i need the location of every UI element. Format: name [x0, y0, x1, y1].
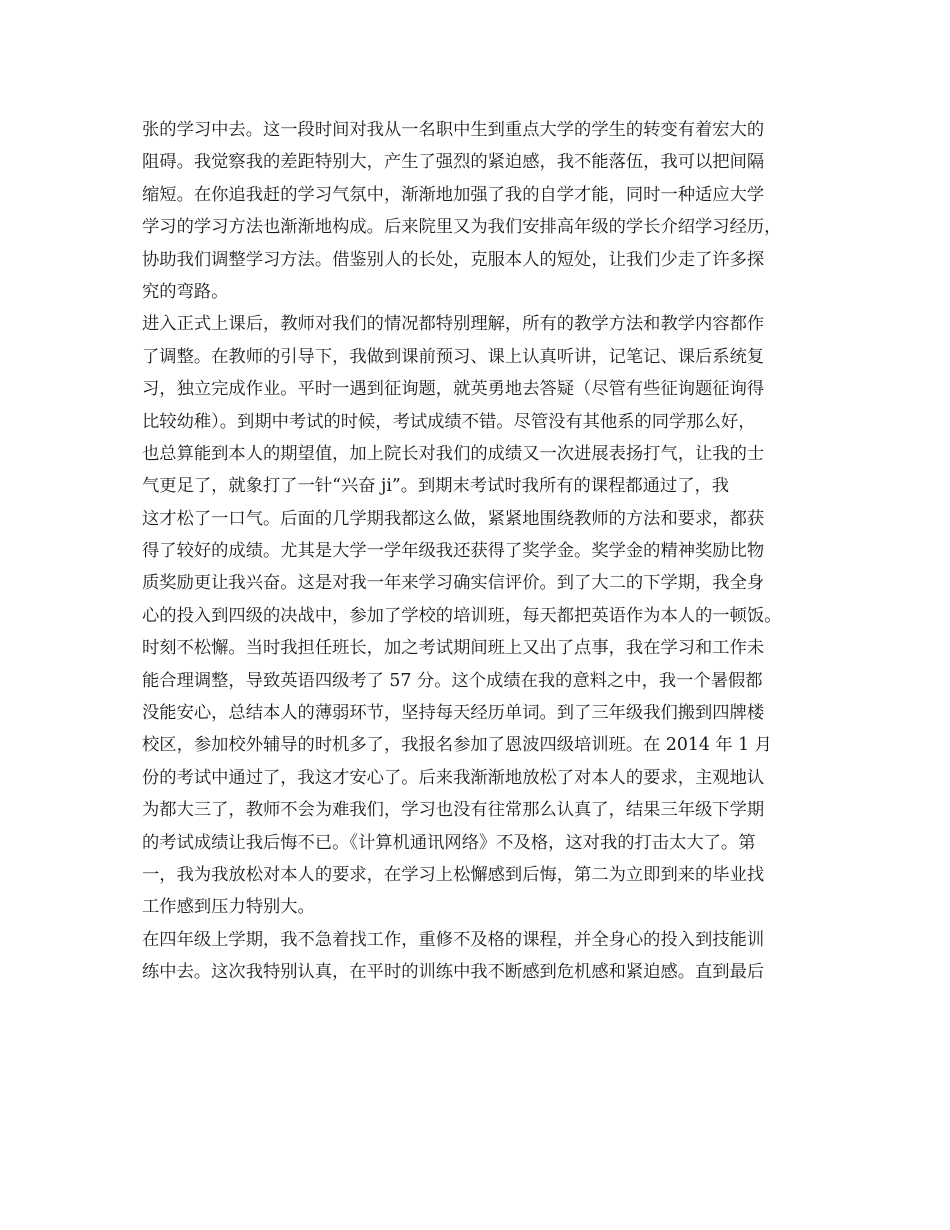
- text-line: 能合理调整，导致英语四级考了 57 分。这个成绩在我的意料之中，我一个暑假都: [142, 670, 763, 691]
- document-body: [142, 114, 822, 989]
- text-line: 张的学习中去。这一段时间对我从一名职中生到重点大学的学生的转变有着宏大的: [142, 120, 765, 140]
- text-line: 比较幼稚）。到期中考试的时候，考试成绩不错。尽管没有其他系的同学那么好，: [142, 411, 756, 432]
- text-line: 为都大三了，教师不会为难我们，学习也没有往常那么认真了，结果三年级下学期: [142, 800, 765, 821]
- text-line: 练中去。这次我特别认真，在平时的训练中我不断感到危机感和紧迫感。直到最后: [142, 962, 765, 983]
- text-line: 学习的学习方法也渐渐地构成。后来院里又为我们安排高年级的学长介绍学习经历，: [142, 217, 782, 238]
- text-line: 协助我们调整学习方法。借鉴别人的长处，克服本人的短处，让我们少走了许多探: [142, 249, 765, 270]
- text-line: 没能安心，总结本人的薄弱环节，坚持每天经历单词。到了三年级我们搬到四牌楼: [142, 703, 765, 724]
- text-line: 质奖励更让我兴奋。这是对我一年来学习确实信评价。到了大二的下学期，我全身: [142, 573, 765, 594]
- text-line: 工作感到压力特别大。: [142, 897, 315, 918]
- text-line: 在四年级上学期，我不急着找工作，重修不及格的课程，并全身心的投入到技能训: [142, 929, 765, 950]
- text-line: 阻碍。我觉察我的差距特别大，产生了强烈的紧迫感，我不能落伍，我可以把间隔: [142, 152, 765, 173]
- text-line: 校区，参加校外辅导的时机多了，我报名参加了恩波四级培训班。在 2014 年 1 月: [142, 735, 772, 756]
- text-line: 一，我为我放松对本人的要求，在学习上松懈感到后悔，第二为立即到来的毕业找: [142, 864, 765, 885]
- text-line: 气更足了，就象打了一针“兴奋 ji”。到期末考试时我所有的课程都通过了，我: [142, 476, 730, 497]
- text-line: 也总算能到本人的期望值，加上院长对我们的成绩又一次进展表扬打气，让我的士: [142, 443, 765, 464]
- text-line: 这才松了一口气。后面的几学期我都这么做，紧紧地围绕教师的方法和要求，都获: [142, 508, 765, 529]
- text-line: 的考试成绩让我后悔不已。《计算机通讯网络》不及格，这对我的打击太大了。第: [142, 832, 756, 853]
- text-line: 得了较好的成绩。尤其是大学一学年级我还获得了奖学金。奖学金的精神奖励比物: [142, 541, 765, 562]
- text-line: 缩短。在你追我赶的学习气氛中，渐渐地加强了我的自学才能，同时一种适应大学: [142, 184, 765, 205]
- text-line: 份的考试中通过了，我这才安心了。后来我渐渐地放松了对本人的要求，主观地认: [142, 767, 765, 788]
- text-line: 了调整。在教师的引导下，我做到课前预习、课上认真听讲，记笔记、课后系统复: [142, 346, 765, 367]
- text-line: 习，独立完成作业。平时一遇到征询题，就英勇地去答疑（尽管有些征询题征询得: [142, 379, 765, 400]
- text-line: 究的弯路。: [142, 281, 229, 302]
- text-line: 心的投入到四级的决战中，参加了学校的培训班，每天都把英语作为本人的一顿饭。: [142, 605, 782, 626]
- text-line: 时刻不松懈。当时我担任班长，加之考试期间班上又出了点事，我在学习和工作未: [142, 638, 765, 659]
- text-line: 进入正式上课后，教师对我们的情况都特别理解，所有的教学方法和教学内容都作: [142, 314, 765, 335]
